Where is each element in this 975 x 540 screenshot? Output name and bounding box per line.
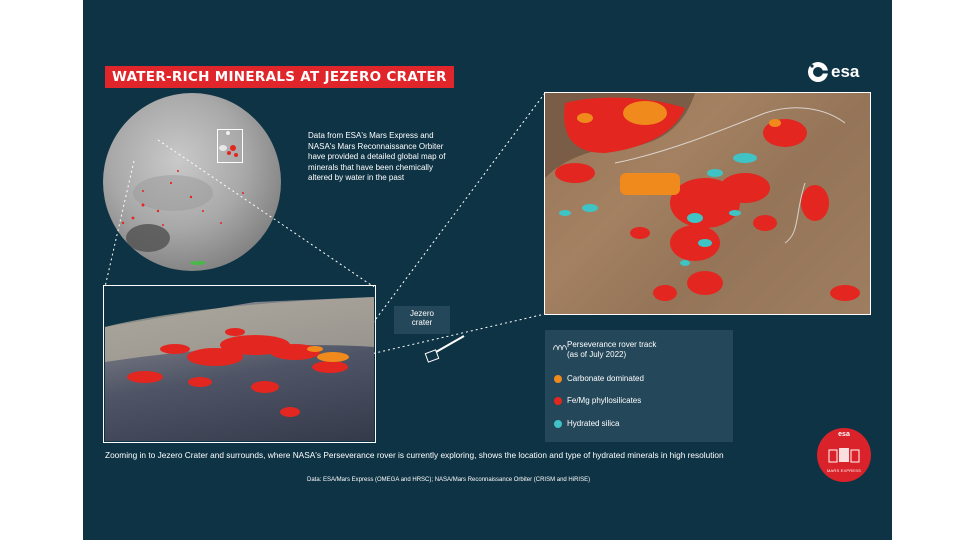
jezero-mineral-map-image bbox=[545, 93, 870, 314]
mars-express-spacecraft-icon bbox=[817, 428, 871, 482]
esa-logo-icon bbox=[807, 61, 829, 83]
caption-text: Zooming in to Jezero Crater and surrounds, where NASA's Perseverance rover is currently exploring, shows the location and type of hydrated minerals in high resolution bbox=[105, 450, 724, 460]
jezero-crater-label bbox=[394, 306, 450, 334]
page-title: WATER-RICH MINERALS AT JEZERO CRATER bbox=[105, 66, 454, 88]
callout-pointer bbox=[434, 330, 474, 360]
carbonate-dot-icon bbox=[554, 375, 562, 383]
badge-esa-text: esa bbox=[838, 431, 850, 438]
legend-item-hydrated-silica bbox=[567, 419, 619, 429]
badge-mission-text: MARS EXPRESS bbox=[827, 468, 861, 473]
credit-text: Data: ESA/Mars Express (OMEGA and HRSC); NASA/Mars Reconnaissance Orbiter (CRISM and HiRISE) bbox=[307, 477, 591, 483]
esa-logo bbox=[807, 60, 877, 84]
hydrated-silica-dot-icon bbox=[554, 420, 562, 428]
poster bbox=[83, 0, 892, 540]
legend-item-rover-track bbox=[567, 340, 656, 360]
legend-track-line1: Perseverance rover track bbox=[567, 340, 657, 349]
description-text: Data from ESA's Mars Express and NASA's Mars Reconnaissance Orbiter have provided a detailed global map of minerals that have been chemically altered by water in the past bbox=[308, 131, 446, 182]
jezero-label-line2: crater bbox=[411, 318, 433, 327]
esa-logo-text: esa bbox=[831, 62, 860, 81]
jezero-label-line1: Jezero bbox=[409, 309, 434, 318]
mars-globe-image bbox=[103, 93, 281, 271]
legend-track-line2: (as of July 2022) bbox=[567, 350, 627, 359]
legend-silica-label: Hydrated silica bbox=[567, 419, 620, 428]
legend-phyllosilicates-label: Fe/Mg phyllosilicates bbox=[567, 396, 642, 405]
jezero-region-box bbox=[217, 129, 243, 163]
legend bbox=[545, 330, 733, 442]
phyllosilicate-dot-icon bbox=[554, 397, 562, 405]
legend-carbonate-label: Carbonate dominated bbox=[567, 374, 644, 383]
legend-item-carbonate bbox=[567, 374, 644, 384]
legend-item-phyllosilicates bbox=[567, 396, 641, 406]
jezero-3d-view-image bbox=[105, 287, 374, 441]
mars-express-badge bbox=[817, 428, 871, 482]
rover-track-icon bbox=[553, 342, 567, 354]
